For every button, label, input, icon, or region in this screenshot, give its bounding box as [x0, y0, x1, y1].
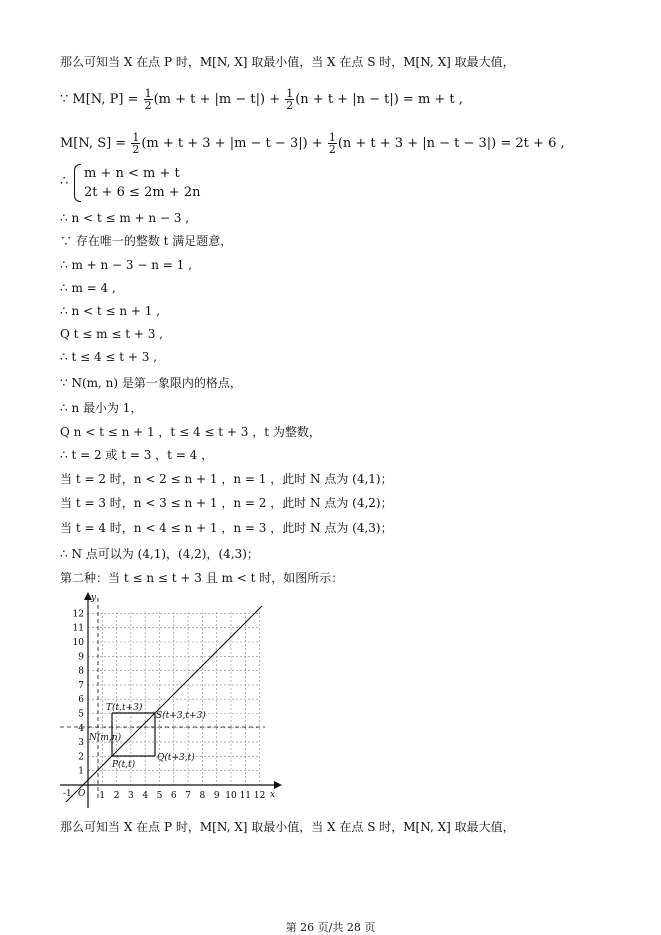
- system-row-1: m + n < m + t: [84, 166, 180, 181]
- formula-part: (m + t + |m − t|) +: [153, 92, 285, 107]
- text-line: 当 t = 2 时，n < 2 ≤ n + 1 ，n = 1 ，此时 N 点为 (4,1)；: [60, 472, 393, 486]
- y-axis-label: y: [91, 593, 97, 603]
- x-tick-label: 9: [213, 791, 220, 801]
- y-tick-label: 2: [78, 752, 84, 763]
- y-tick-label: 8: [78, 666, 84, 677]
- y-tick-label: 4: [78, 723, 84, 734]
- origin-label: O: [78, 789, 86, 799]
- text-line: ∴ t ≤ 4 ≤ t + 3 ,: [60, 350, 158, 364]
- x-tick-label: 3: [128, 791, 134, 801]
- page-footer: 第 26 页/共 28 页: [285, 921, 376, 934]
- x-tick-label: 8: [199, 791, 206, 801]
- formula-part: (m + t + 3 + |m − t − 3|) +: [141, 136, 327, 151]
- text-line: ∴ m = 4 ,: [60, 281, 116, 295]
- neg-one-label: -1: [63, 789, 72, 799]
- fraction-numerator: 1: [132, 131, 140, 144]
- fraction: [144, 88, 153, 111]
- line-y-equals-x: [66, 606, 262, 802]
- x-tick-label: 7: [185, 791, 191, 801]
- brace-bracket: [74, 164, 81, 202]
- axes: [60, 592, 282, 808]
- y-tick-label: 5: [78, 709, 84, 720]
- fraction-denominator: 2: [286, 99, 294, 112]
- fraction: [131, 132, 140, 155]
- y-tick-label: 7: [78, 680, 84, 691]
- text-line: 第二种：当 t ≤ n ≤ t + 3 且 m < t 时，如图所示：: [60, 571, 344, 585]
- label-s: S(t+3,t+3): [156, 711, 206, 721]
- y-tick-label: 10: [72, 638, 84, 648]
- y-tick-label: 3: [78, 738, 84, 749]
- text-line-1: 那么可知当 X 在点 P 时，M[N, X] 取最小值，当 X 在点 S 时，M[N, X] 取最大值，: [60, 55, 515, 69]
- x-axis-arrow: [274, 781, 282, 789]
- text-line: ∴ N 点可以为 (4,1)，(4,2)，(4,3)；: [60, 547, 259, 561]
- x-tick-label: 10: [225, 791, 237, 801]
- x-tick-labels: [99, 791, 265, 801]
- formula-part: ∵ M[N, P] =: [60, 92, 143, 107]
- y-tick-labels: [73, 609, 85, 776]
- fraction-denominator: 2: [132, 143, 140, 156]
- x-tick-label: 2: [113, 791, 120, 801]
- formula-part: (n + t + |n − t|) = m + t ,: [295, 92, 463, 107]
- x-tick-label: 5: [156, 791, 163, 801]
- text-line: ∴ n < t ≤ m + n − 3 ,: [60, 211, 190, 225]
- formula-part: (n + t + 3 + |n − t − 3|) = 2t + 6 ,: [337, 136, 565, 151]
- text-line: ∵ 存在唯一的整数 t 满足题意，: [60, 234, 233, 248]
- text-line-last: 那么可知当 X 在点 P 时，M[N, X] 取最小值，当 X 在点 S 时，M[N, X] 取最大值，: [60, 820, 515, 834]
- text-line: Q t ≤ m ≤ t + 3 ,: [60, 327, 163, 341]
- y-tick-label: 9: [78, 652, 84, 663]
- x-tick-label: 12: [253, 791, 266, 801]
- y-tick-label: 11: [72, 623, 84, 634]
- formula-m-n-p: [60, 88, 463, 111]
- fraction-denominator: 2: [328, 143, 336, 156]
- fraction-numerator: 1: [328, 131, 336, 144]
- x-tick-label: 4: [142, 791, 149, 801]
- fraction-numerator: 1: [144, 87, 152, 100]
- label-p: P(t,t): [112, 760, 136, 770]
- formula-m-n-s: [60, 132, 565, 155]
- text-line: ∴ m + n − 3 − n = 1 ,: [60, 258, 192, 272]
- label-n: N(m,n): [89, 733, 122, 743]
- fraction: [285, 88, 294, 111]
- x-tick-label: 1: [99, 791, 106, 801]
- text-line: 当 t = 3 时，n < 3 ≤ n + 1 ，n = 2 ，此时 N 点为 (4,2)；: [60, 496, 393, 510]
- label-t: T(t,t+3): [106, 703, 143, 713]
- y-tick-label: 1: [78, 766, 84, 777]
- x-axis-label: x: [270, 790, 276, 800]
- label-q: Q(t+3,t): [157, 753, 195, 763]
- text-line: ∴ n < t ≤ n + 1 ,: [60, 304, 161, 318]
- y-tick-label: 6: [78, 695, 84, 706]
- fraction-denominator: 2: [144, 99, 152, 112]
- x-tick-label: 11: [239, 791, 252, 801]
- text-line: ∴ n 最小为 1，: [60, 401, 143, 415]
- therefore-symbol: ∴: [60, 174, 69, 189]
- y-tick-label: 12: [72, 609, 84, 620]
- fraction-numerator: 1: [286, 87, 294, 100]
- formula-part: M[N, S] =: [60, 136, 131, 151]
- coordinate-graph: [60, 590, 285, 810]
- x-tick-label: 6: [170, 791, 177, 801]
- text-line: 当 t = 4 时，n < 4 ≤ n + 1 ，n = 3 ，此时 N 点为 (4,3)；: [60, 521, 393, 535]
- text-line: ∵ N(m, n) 是第一象限内的格点，: [60, 376, 242, 390]
- text-line: ∴ t = 2 或 t = 3 ，t = 4 ，: [60, 448, 214, 462]
- system-row-2: 2t + 6 ≤ 2m + 2n: [84, 185, 201, 200]
- fraction: [328, 132, 337, 155]
- text-line: Q n < t ≤ n + 1 ，t ≤ 4 ≤ t + 3 ，t 为整数，: [60, 425, 321, 439]
- rectangle-tpqs: [60, 598, 265, 800]
